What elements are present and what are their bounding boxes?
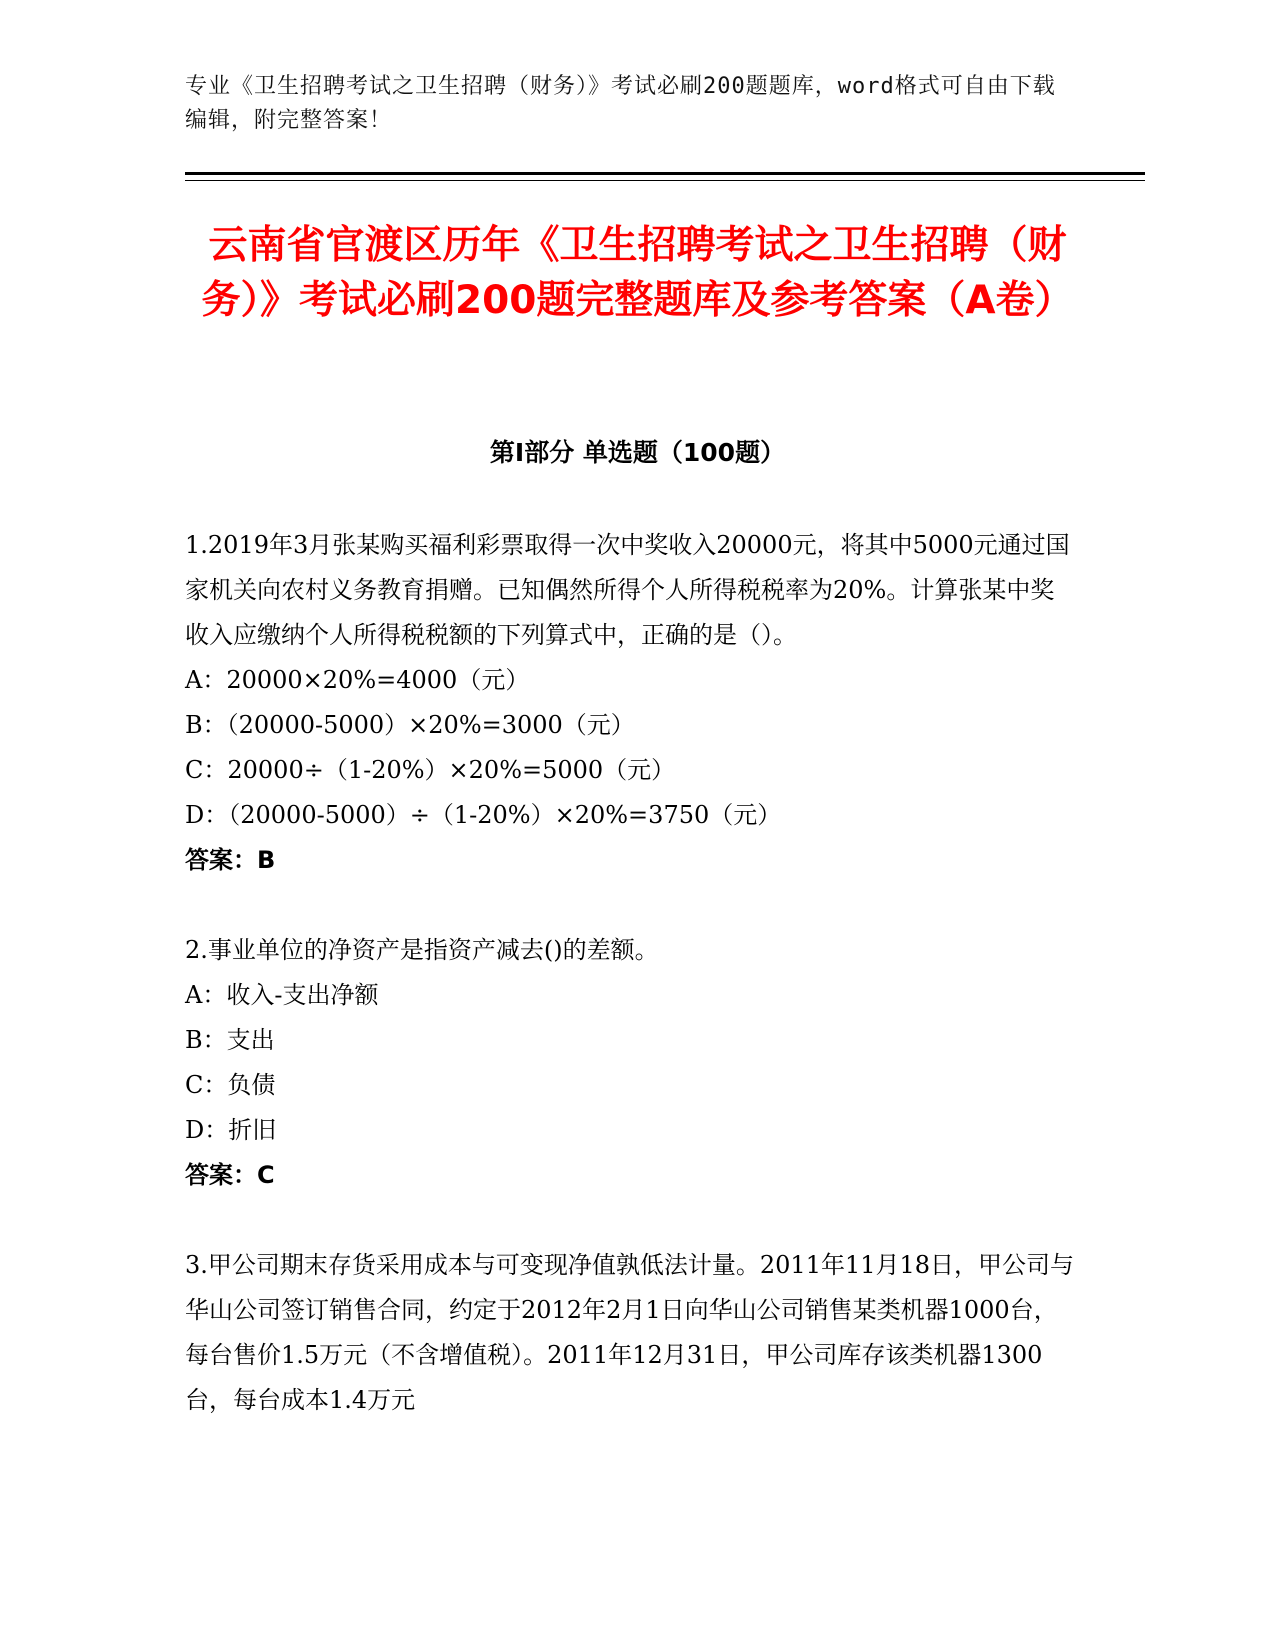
question-stem: 1.2019年3月张某购买福利彩票取得一次中奖收入20000元，将其中5000元通过国家机关向农村义务教育捐赠。已知偶然所得个人所得税税率为20%。计算张某中奖收入应缴纳个人所得税税额的下列算式中，正确的是（）。 [185, 531, 1070, 649]
answer: 答案：B [185, 846, 276, 874]
option-b: B：（20000-5000）×20%=3000（元） [185, 711, 635, 739]
question-stem: 2.事业单位的净资产是指资产减去()的差额。 [185, 936, 659, 964]
header-note: 专业《卫生招聘考试之卫生招聘（财务）》考试必刷200题题库，word格式可自由下载编辑，附完整答案！ [185, 74, 1056, 133]
option-d: D：折旧 [185, 1116, 277, 1144]
question-list [185, 523, 1075, 1423]
question-3 [185, 1243, 1075, 1423]
question-1 [185, 523, 1075, 883]
header-divider-thick [185, 172, 1145, 175]
option-a: A：收入-支出净额 [185, 981, 379, 1009]
option-a: A：20000×20%=4000（元） [185, 666, 530, 694]
option-b: B：支出 [185, 1026, 275, 1054]
header-divider-thin [185, 180, 1145, 181]
question-2 [185, 928, 1075, 1198]
option-d: D：（20000-5000）÷（1-20%）×20%=3750（元） [185, 801, 782, 829]
option-c: C：20000÷（1-20%）×20%=5000（元） [185, 756, 676, 784]
question-spacer [185, 883, 1075, 928]
option-c: C：负债 [185, 1071, 276, 1099]
document-title: 云南省官渡区历年《卫生招聘考试之卫生招聘（财务）》考试必刷200题完整题库及参考答案（A卷） [201, 223, 1074, 323]
section-title: 第I部分 单选题（100题） [489, 438, 786, 467]
question-stem: 3.甲公司期末存货采用成本与可变现净值孰低法计量。2011年11月18日，甲公司与华山公司签订销售合同，约定于2012年2月1日向华山公司销售某类机器1000台，每台售价1.5万元（不含增值税）。2011年12月31日，甲公司库存该类机器1300台，每台成本1.4万元 [185, 1251, 1075, 1414]
answer: 答案：C [185, 1161, 275, 1189]
question-spacer [185, 1198, 1075, 1243]
